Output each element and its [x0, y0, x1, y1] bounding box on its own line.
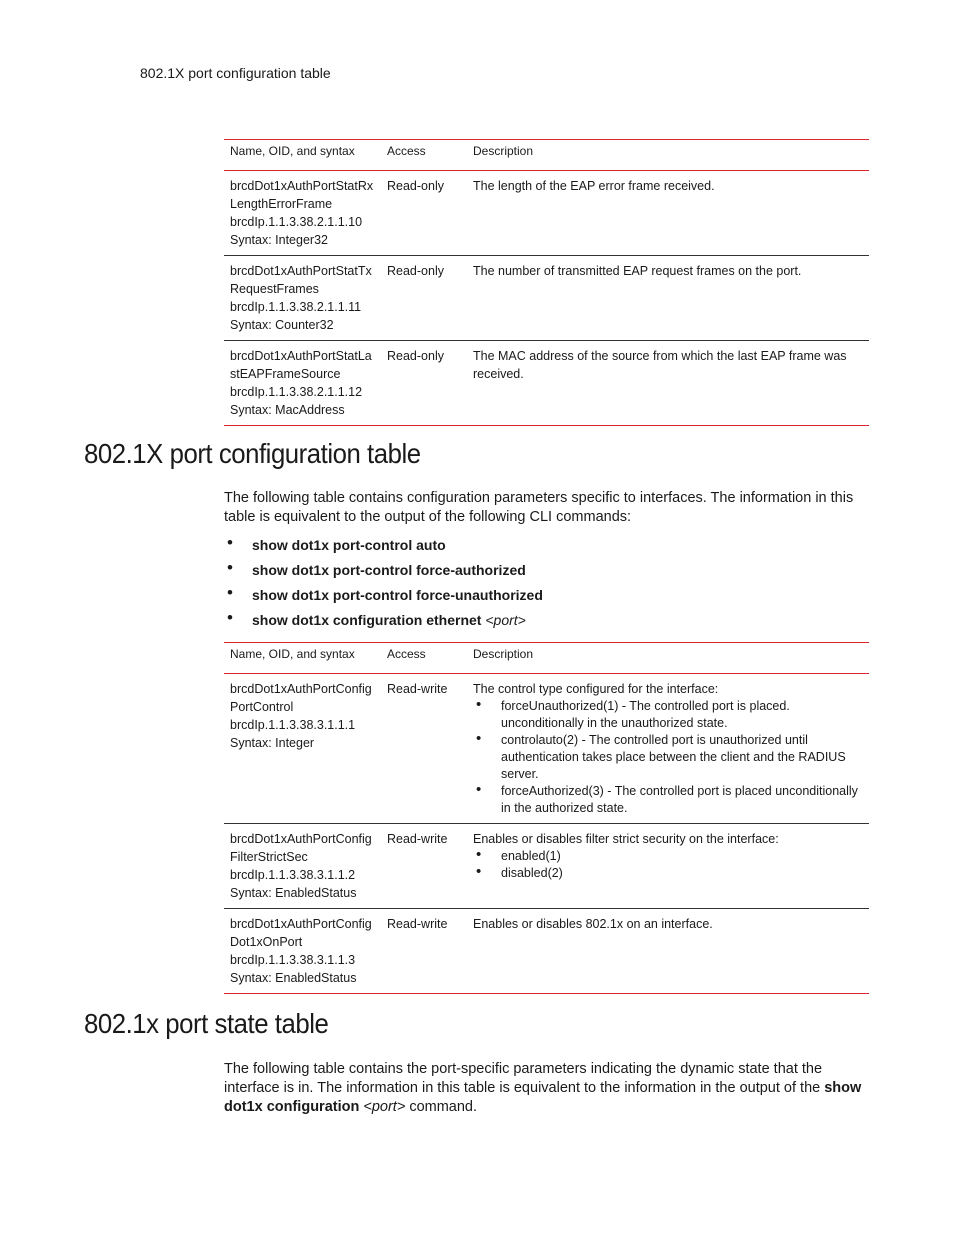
list-item: • forceUnauthorized(1) - The controlled port is placed. unconditionally in the unauthorized state. [473, 698, 863, 732]
table-header-row [224, 140, 869, 171]
cell-description: The MAC address of the source from which the last EAP frame was received. [467, 341, 869, 426]
list-item: • forceAuthorized(3) - The controlled port is placed unconditionally in the authorized state. [473, 783, 863, 817]
cell-name-oid-syntax [224, 341, 381, 426]
cell-description: Enables or disables 802.1x on an interface. [467, 909, 869, 994]
object-name-line: brcdDot1xAuthPortConfig [230, 917, 372, 931]
object-oid: brcdIp.1.1.3.38.3.1.1.2 [230, 868, 356, 882]
cell-name-oid-syntax [224, 909, 381, 994]
table-row [224, 341, 869, 426]
cell-access: Read-write [381, 674, 467, 824]
cell-access: Read-only [381, 341, 467, 426]
cell-name-oid-syntax [224, 256, 381, 341]
table-row [224, 824, 869, 909]
running-head: 802.1X port configuration table [140, 65, 331, 81]
table-row [224, 674, 869, 824]
column-header-description: Description [467, 140, 869, 171]
cli-command: show dot1x port-control force-unauthorized [252, 587, 543, 603]
cli-command-list [224, 537, 543, 637]
description-bullet-list [473, 698, 863, 817]
cli-command: show dot1x configuration ethernet [252, 612, 482, 628]
cell-access: Read-write [381, 909, 467, 994]
cli-argument: <port> [485, 612, 526, 628]
intro-text: The following table contains the port-specific parameters indicating the dynamic state that the interface is in. The information in this table is equivalent to the information in the output of the [224, 1061, 823, 1096]
description-bullet-list [473, 848, 863, 882]
cli-argument: <port> [363, 1099, 406, 1115]
table-row [224, 256, 869, 341]
object-syntax: Syntax: Integer [230, 736, 315, 750]
table-row [224, 171, 869, 256]
object-syntax: Syntax: EnabledStatus [230, 971, 357, 985]
section-heading-port-state: 802.1x port state table [84, 1008, 329, 1039]
cli-command: show dot1x configuration [224, 1080, 862, 1115]
cell-name-oid-syntax [224, 824, 381, 909]
cell-access: Read-only [381, 171, 467, 256]
list-item: • enabled(1) [473, 848, 863, 865]
column-header-name: Name, OID, and syntax [224, 643, 381, 674]
column-header-access: Access [381, 140, 467, 171]
cell-description: The length of the EAP error frame received. [467, 171, 869, 256]
object-syntax: Syntax: Counter32 [230, 318, 334, 332]
section-heading-port-configuration: 802.1X port configuration table [84, 438, 421, 469]
object-name-line: Dot1xOnPort [230, 935, 303, 949]
section-intro-paragraph [224, 1060, 870, 1117]
cell-access: Read-only [381, 256, 467, 341]
object-syntax: Syntax: MacAddress [230, 403, 345, 417]
object-name-line: stEAPFrameSource [230, 367, 341, 381]
cli-command: show dot1x port-control force-authorized [252, 562, 526, 578]
column-header-name: Name, OID, and syntax [224, 140, 381, 171]
object-oid: brcdIp.1.1.3.38.3.1.1.1 [230, 718, 356, 732]
intro-tail: command. [409, 1099, 478, 1115]
table-header-row [224, 643, 869, 674]
object-oid: brcdIp.1.1.3.38.2.1.1.12 [230, 385, 363, 399]
list-item [224, 587, 543, 612]
cell-description [467, 824, 869, 909]
snmp-table-port-config [224, 642, 869, 994]
cell-description [467, 674, 869, 824]
object-syntax: Syntax: EnabledStatus [230, 886, 357, 900]
list-item: • controlauto(2) - The controlled port is unauthorized until authentication takes place between the client and the RADIUS server. [473, 732, 863, 783]
column-header-description: Description [467, 643, 869, 674]
cli-command: show dot1x port-control auto [252, 537, 446, 553]
object-name-line: PortControl [230, 700, 294, 714]
object-name-line: FilterStrictSec [230, 850, 308, 864]
object-syntax: Syntax: Integer32 [230, 233, 328, 247]
object-name-line: RequestFrames [230, 282, 319, 296]
snmp-table-port-stats [224, 139, 869, 426]
list-item [224, 537, 543, 562]
table-row [224, 909, 869, 994]
cell-description: The number of transmitted EAP request frames on the port. [467, 256, 869, 341]
list-item: • disabled(2) [473, 865, 863, 882]
object-name-line: brcdDot1xAuthPortStatLa [230, 349, 372, 363]
object-name-line: brcdDot1xAuthPortConfig [230, 682, 372, 696]
object-name-line: brcdDot1xAuthPortStatRx [230, 179, 374, 193]
object-oid: brcdIp.1.1.3.38.2.1.1.10 [230, 215, 363, 229]
object-name-line: LengthErrorFrame [230, 197, 333, 211]
description-text: The control type configured for the interface: [473, 682, 719, 696]
column-header-access: Access [381, 643, 467, 674]
cell-access: Read-write [381, 824, 467, 909]
list-item [224, 612, 543, 637]
description-text: Enables or disables filter strict security on the interface: [473, 832, 779, 846]
list-item [224, 562, 543, 587]
object-name-line: brcdDot1xAuthPortStatTx [230, 264, 372, 278]
object-name-line: brcdDot1xAuthPortConfig [230, 832, 372, 846]
section-intro-paragraph: The following table contains configuration parameters specific to interfaces. The information in this table is equivalent to the output of the following CLI commands: [224, 490, 854, 525]
object-oid: brcdIp.1.1.3.38.3.1.1.3 [230, 953, 356, 967]
cell-name-oid-syntax [224, 674, 381, 824]
object-oid: brcdIp.1.1.3.38.2.1.1.11 [230, 300, 362, 314]
cell-name-oid-syntax [224, 171, 381, 256]
